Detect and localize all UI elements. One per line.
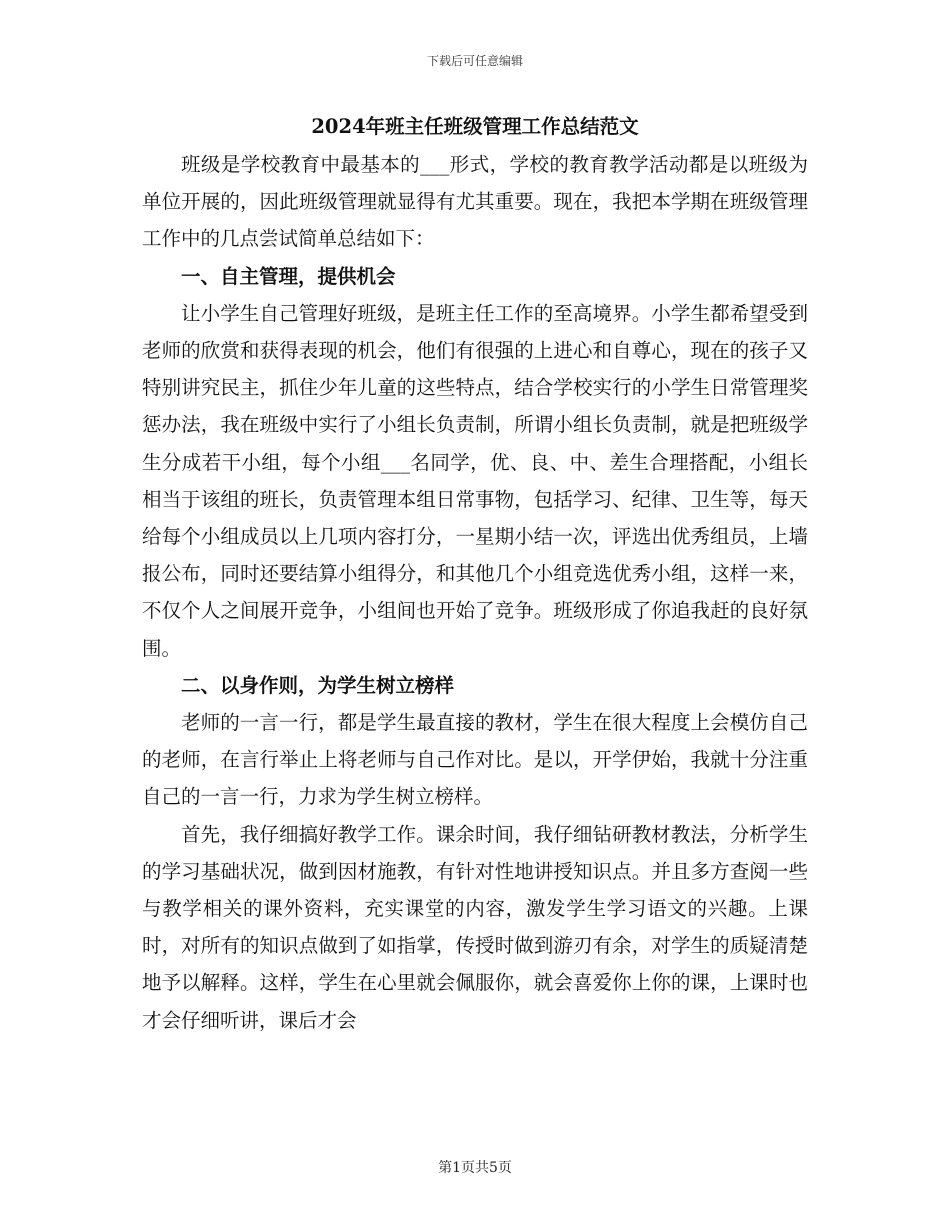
section-heading-2: 二、以身作则，为学生树立榜样 (181, 673, 455, 697)
document-title: 2024年班主任班级管理工作总结范文 (311, 115, 639, 138)
section-heading-1: 一、自主管理，提供机会 (181, 264, 396, 288)
section-2-paragraph-2: 首先，我仔细搞好教学工作。课余时间，我仔细钻研教材教法，分析学生的学习基础状况，做到因材施教，有针对性地讲授知识点。并且多方查阅一些与教学相关的课外资料，充实课堂的内容，激发学生学习语文的兴趣。上课时，对所有的知识点做到了如指掌，传授时做到游刃有余，对学生的质疑清楚地予以解释。这样，学生在心里就会佩服你，就会喜爱你上你的课，上课时也才会仔细听讲，课后才会 (142, 822, 808, 1032)
section-1-paragraph: 让小学生自己管理好班级，是班主任工作的至高境界。小学生都希望受到老师的欣赏和获得表现的机会，他们有很强的上进心和自尊心，现在的孩子又特别讲究民主，抓住少年儿童的这些特点，结合学校实行的小学生日常管理奖惩办法，我在班级中实行了小组长负责制，所谓小组长负责制，就是把班级学生分成若干小组，每个小组___名同学，优、良、中、差生合理搭配，小组长相当于该组的班长，负责管理本组日常事物，包括学习、纪律、卫生等，每天给每个小组成员以上几项内容打分，一星期小结一次，评选出优秀组员，上墙报公布，同时还要结算小组得分，和其他几个小组竞选优秀小组，这样一来，不仅个人之间展开竞争，小组间也开始了竞争。班级形成了你追我赶的良好氛围。 (142, 301, 808, 660)
page-number-footer: 第1页共5页 (438, 1160, 512, 1176)
page-header-note: 下载后可任意编辑 (426, 54, 523, 68)
document-body (142, 112, 808, 1039)
intro-paragraph: 班级是学校教育中最基本的___形式，学校的教育教学活动都是以班级为单位开展的，因此班级管理就显得有尤其重要。现在，我把本学期在班级管理工作中的几点尝试简单总结如下： (142, 153, 808, 251)
section-2-paragraph-1: 老师的一言一行，都是学生最直接的教材，学生在很大程度上会模仿自己的老师，在言行举止上将老师与自己作对比。是以，开学伊始，我就十分注重自己的一言一行，力求为学生树立榜样。 (142, 711, 808, 809)
